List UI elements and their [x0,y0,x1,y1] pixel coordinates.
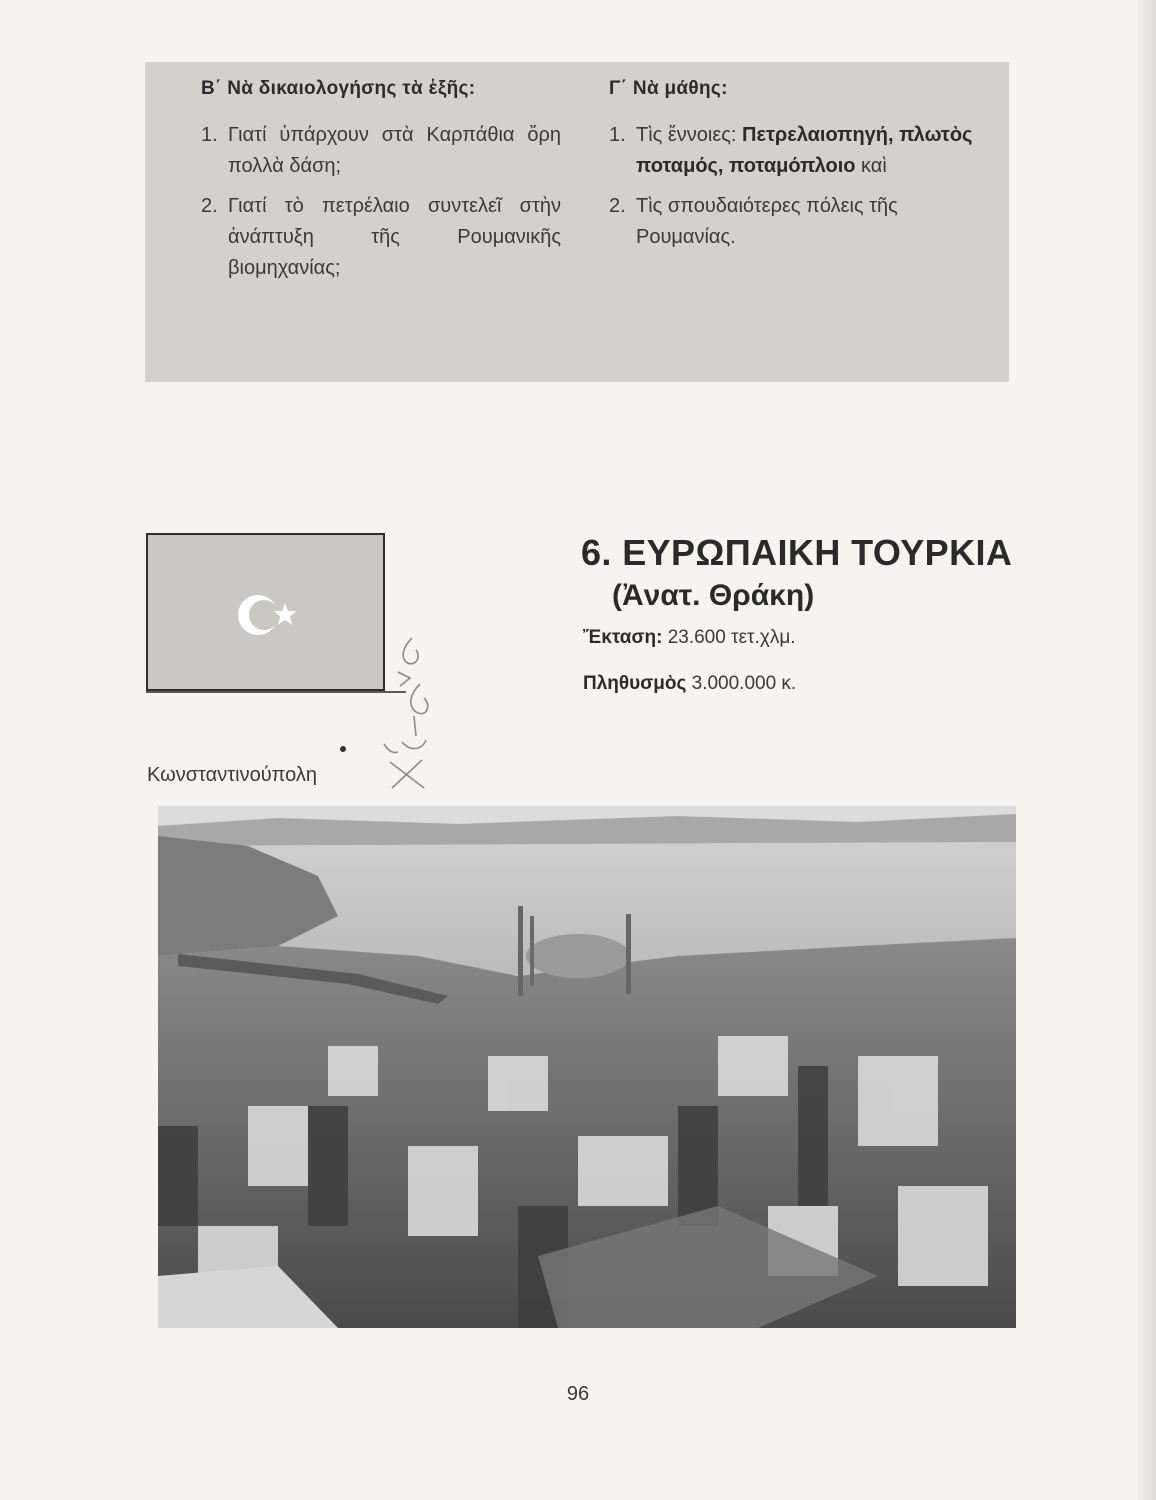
population-label: Πληθυσμὸς [583,673,687,694]
exercise-box [145,62,1009,382]
item-number: 1. [609,124,626,146]
population-value: 3.000.000 κ. [691,673,797,694]
area-label: Ἔκταση: [583,627,663,648]
population-stat [583,673,796,695]
flag-underline [146,691,406,693]
photo-caption: Κωνσταντινούπολη [147,764,318,786]
section-subtitle: (Ἀνατ. Θράκη) [612,579,815,612]
learn-list [609,120,989,262]
crescent-star-icon [232,583,302,647]
item-text: Γιατί ὑπάρχουν στὰ Καρπάθια ὄρη πολλὰ δάση; [228,124,561,177]
learn-heading: Γ΄ Νὰ μάθης: [609,78,728,99]
page-edge [1138,0,1156,1500]
caption-dot [340,746,346,752]
item-bold-terms: Πετρελαιοπηγή, πλωτὸς ποταμός, ποταμόπλοιο [636,124,973,177]
item-text: Τὶς σπουδαιότερες πόλεις τῆς Ρουμανίας. [636,195,898,248]
item-text: Γιατί τὸ πετρέλαιο συντελεῖ στὴν ἀνάπτυξη τῆς Ρουμανικῆς βιομηχανίας; [228,195,561,279]
item-number: 2. [201,195,218,217]
list-item [609,191,989,253]
page-number: 96 [566,1383,590,1405]
list-item [201,191,561,284]
city-photo [158,806,1016,1328]
list-item [609,120,989,182]
area-value: 23.600 τετ.χλμ. [667,627,796,648]
justify-list [201,120,561,293]
item-prefix: Τὶς ἔννοιες: [636,124,737,146]
section-title: 6. ΕΥΡΩΠΑΙΚΗ ΤΟΥΡΚΙΑ [581,532,1013,573]
item-number: 1. [201,124,218,146]
justify-heading: Β΄ Νὰ δικαιολογήσης τὰ ἑξῆς: [201,78,476,99]
turkey-flag [146,533,385,691]
item-number: 2. [609,195,626,217]
list-item [201,120,561,182]
handwriting-mark [376,632,454,790]
item-suffix: καὶ [861,155,887,177]
area-stat [583,627,796,649]
